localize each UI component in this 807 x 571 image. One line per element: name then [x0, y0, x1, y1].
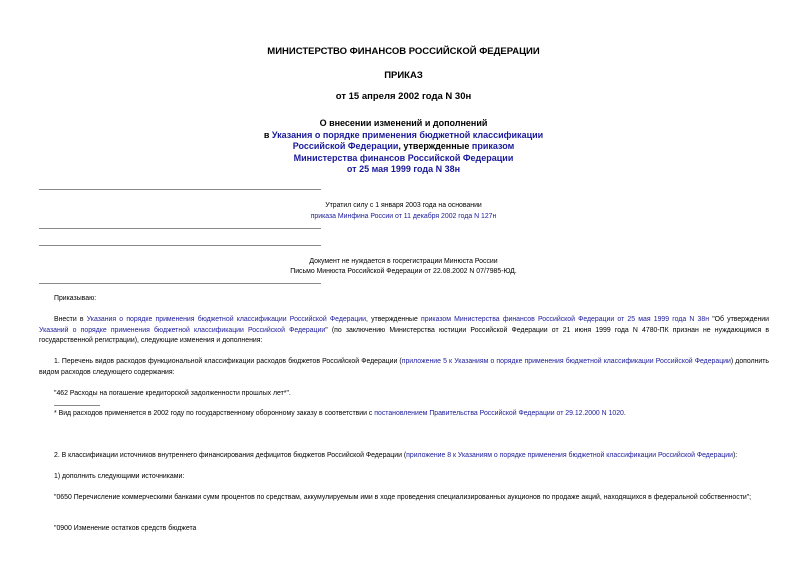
divider-rule: [39, 283, 321, 284]
p2-link-appendix5[interactable]: приложение 5 к Указаниям о порядке применения бюджетной классификации Российской Федерации: [401, 358, 731, 365]
p1-link-instructions-2[interactable]: Указаний о порядке применения бюджетной классификации Российской Федерации: [39, 326, 326, 334]
title-mid: , утвержденные: [398, 141, 472, 151]
paragraph-7: "0900 Изменение остатков средств бюджета: [54, 525, 197, 532]
registration-line-1: Документ не нуждается в госрегистрации Минюста России: [309, 258, 498, 265]
paragraph-5: 1) дополнить следующими источниками:: [54, 473, 185, 480]
title-line-2: [0, 130, 807, 142]
paragraph-2: 1. Перечень видов расходов функциональной классификации расходов бюджетов Российской Федерации (приложение 5 к Указаниям о порядке применения бюджетной классификации Российской Федерации) дополнить видом расходов следующего содержания:: [39, 358, 769, 376]
title-link-order[interactable]: приказом: [471, 141, 515, 151]
paragraph-4: 2. В классификации источников внутреннего финансирования дефицитов бюджетов Российской Федерации (приложение 8 к Указаниям о порядке применения бюджетной классификации Российской Федерации):: [54, 452, 738, 459]
registration-line-2: Письмо Минюста Российской Федерации от 22.08.2002 N 07/7985-ЮД.: [290, 268, 517, 275]
footnote: * Вид расходов применяется в 2002 году по государственному оборонному заказу в соответствии с постановлением Правительства Российской Федерации от 29.12.2000 N 1020.: [54, 410, 626, 417]
p4-link-appendix8[interactable]: приложение 8 к Указаниям о порядке применения бюджетной классификации Российской Федерации: [406, 452, 733, 459]
divider-rule: [39, 228, 321, 229]
document-title: [0, 118, 807, 176]
footnote-link-decree[interactable]: постановлением Правительства Российской Федерации от 29.12.2000 N 1020: [374, 410, 624, 417]
p1-link-instructions[interactable]: Указания о порядке применения бюджетной классификации Российской Федерации: [86, 316, 366, 323]
expired-text: Утратил силу с 1 января 2003 года на основании: [325, 202, 482, 209]
doc-date-number: от 15 апреля 2002 года N 30н: [335, 91, 472, 102]
title-line-1: О внесении изменений и дополнений: [319, 118, 488, 128]
ministry-heading: МИНИСТЕРСТВО ФИНАНСОВ РОССИЙСКОЙ ФЕДЕРАЦИИ: [267, 46, 540, 57]
title-link-date[interactable]: от 25 мая 1999 года N 38н: [346, 164, 461, 174]
divider-rule: [39, 189, 321, 190]
expired-note: [0, 201, 807, 222]
title-link-rf[interactable]: Российской Федерации: [292, 141, 399, 151]
registration-note: [0, 257, 807, 277]
title-prefix: в: [263, 129, 272, 140]
doc-type-heading: ПРИКАЗ: [384, 70, 423, 81]
title-link-ministry[interactable]: Министерства финансов Российской Федерации: [293, 152, 514, 163]
title-line-3: [0, 141, 807, 153]
paragraph-6: "0650 Перечисление коммерческими банками сумм процентов по средствам, аккумулируемым ими в ходе проведения специализированных аукционов по продаже акций, находящихся в федеральной собственности";: [54, 494, 752, 501]
p1-link-order[interactable]: приказом Министерства финансов Российской Федерации от 25 мая 1999 года N 38н: [421, 316, 710, 323]
title-link-instructions[interactable]: Указания о порядке применения бюджетной классификации: [271, 129, 544, 140]
paragraph-3: "462 Расходы на погашение кредиторской задолженности прошлых лет*".: [54, 390, 291, 397]
order-word: Приказываю:: [54, 295, 97, 302]
divider-rule: [39, 245, 321, 246]
paragraph-1: Внести в Указания о порядке применения бюджетной классификации Российской Федерации, утвержденные приказом Министерства финансов Российской Федерации от 25 мая 1999 года N 38н "Об утверждении Указаний о порядке применения бюджетной классификации Российской Федерации" (по заключению Министерства юстиции Российской Федерации от 21 июня 1999 года N 4780-ПК признан не нуждающимся в государственной регистрации), следующие изменения и дополнения:: [39, 316, 769, 345]
expired-order-link[interactable]: приказа Минфина России от 11 декабря 2002 года N 127н: [310, 213, 497, 220]
footnote-rule: [54, 405, 100, 406]
